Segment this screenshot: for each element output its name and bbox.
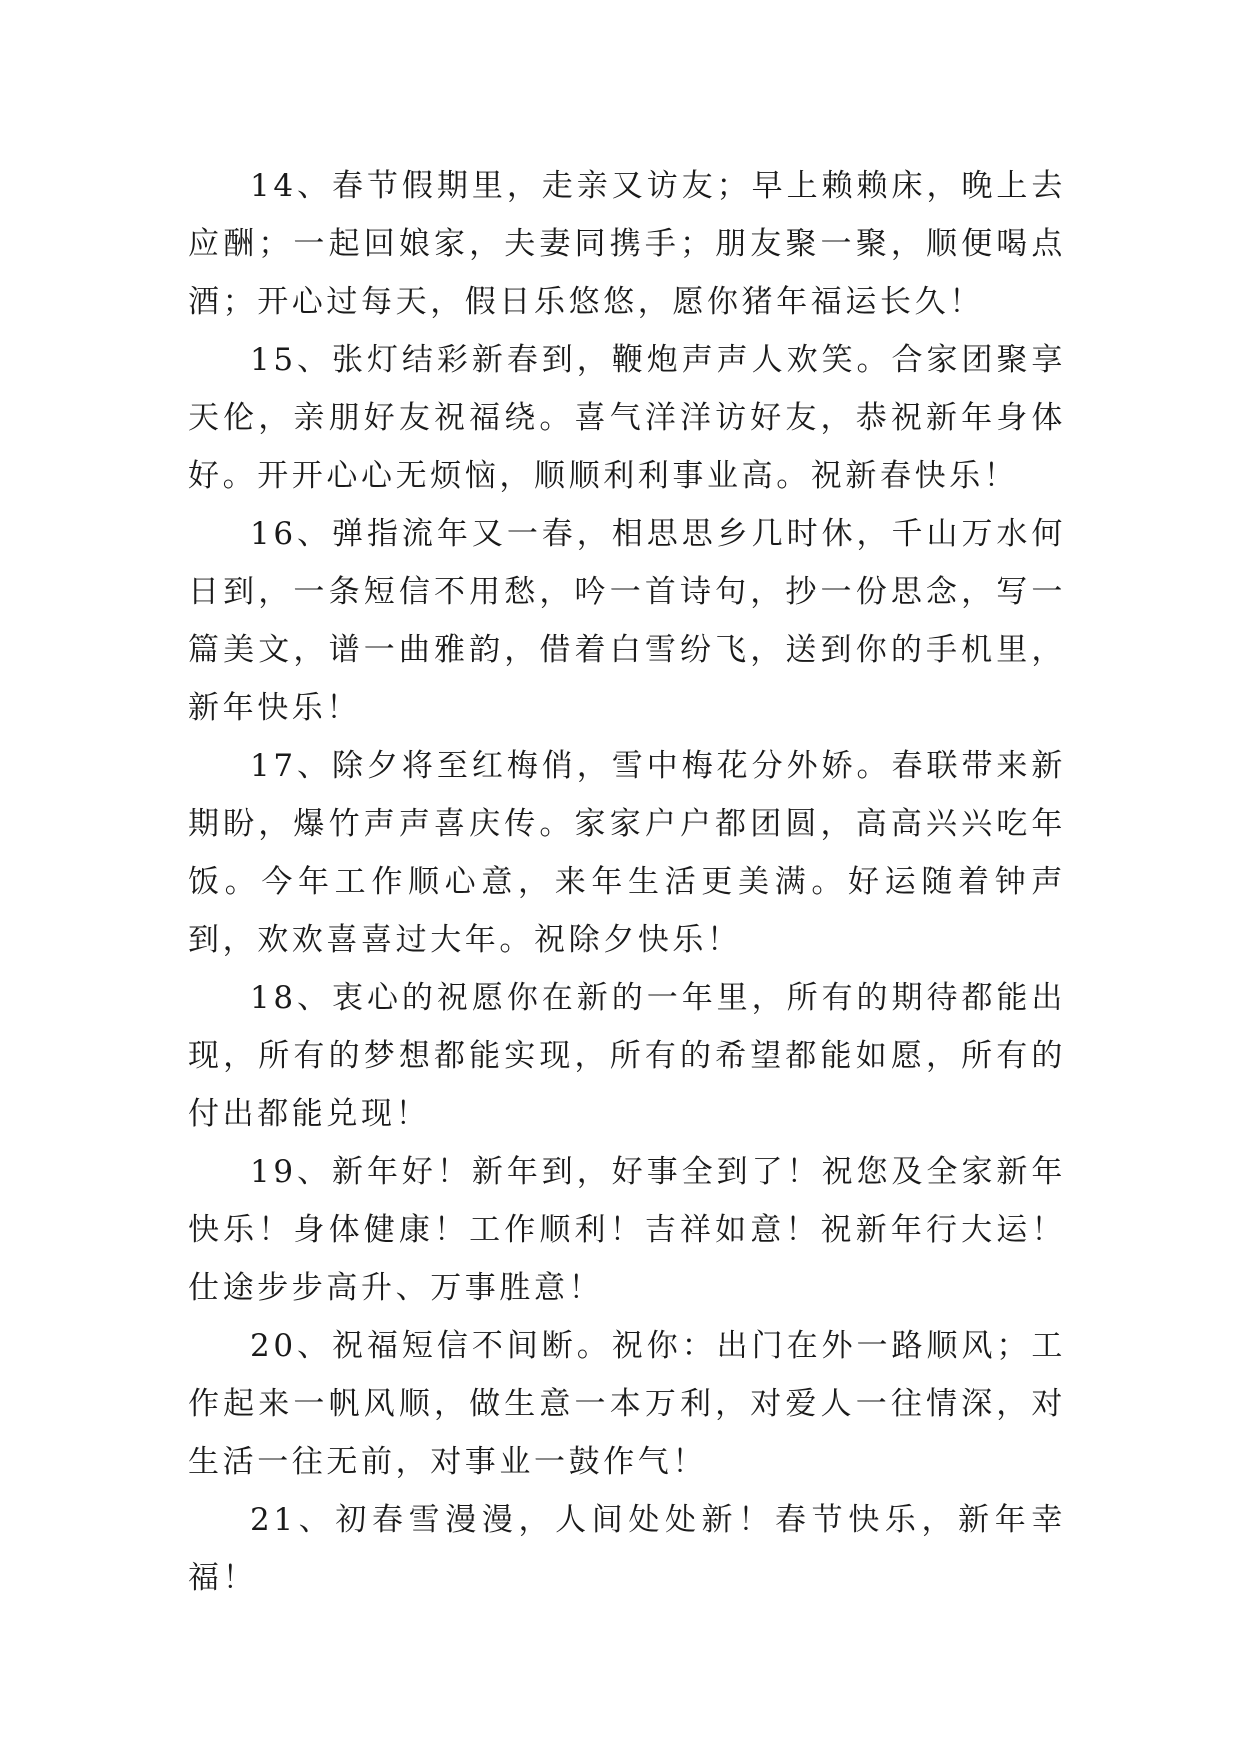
paragraph-15: 15、张灯结彩新春到，鞭炮声声人欢笑。合家团聚享天伦，亲朋好友祝福绕。喜气洋洋访好友，恭祝新年身体好。开开心心无烦恼，顺顺利利事业高。祝新春快乐！ — [188, 342, 1066, 494]
paragraph-17: 17、除夕将至红梅俏，雪中梅花分外娇。春联带来新期盼，爆竹声声喜庆传。家家户户都团圆，高高兴兴吃年饭。今年工作顺心意，来年生活更美满。好运随着钟声到，欢欢喜喜过大年。祝除夕快乐！ — [188, 748, 1066, 958]
paragraph-14: 14、春节假期里，走亲又访友；早上赖赖床，晚上去应酬；一起回娘家，夫妻同携手；朋友聚一聚，顺便喝点酒；开心过每天，假日乐悠悠，愿你猪年福运长久！ — [188, 168, 1066, 320]
paragraph-19: 19、新年好！新年到，好事全到了！祝您及全家新年快乐！身体健康！工作顺利！吉祥如意！祝新年行大运！仕途步步高升、万事胜意！ — [188, 1154, 1066, 1306]
paragraph-21: 21、初春雪漫漫，人间处处新！春节快乐，新年幸福！ — [188, 1502, 1066, 1596]
paragraph-18: 18、衷心的祝愿你在新的一年里，所有的期待都能出现，所有的梦想都能实现，所有的希望都能如愿，所有的付出都能兑现！ — [188, 980, 1066, 1132]
paragraph-20: 20、祝福短信不间断。祝你：出门在外一路顺风；工作起来一帆风顺，做生意一本万利，对爱人一往情深，对生活一往无前，对事业一鼓作气！ — [188, 1328, 1066, 1480]
paragraph-16: 16、弹指流年又一春，相思思乡几时休，千山万水何日到，一条短信不用愁，吟一首诗句，抄一份思念，写一篇美文，谱一曲雅韵，借着白雪纷飞，送到你的手机里，新年快乐！ — [188, 516, 1066, 726]
document-body — [188, 157, 1066, 1607]
